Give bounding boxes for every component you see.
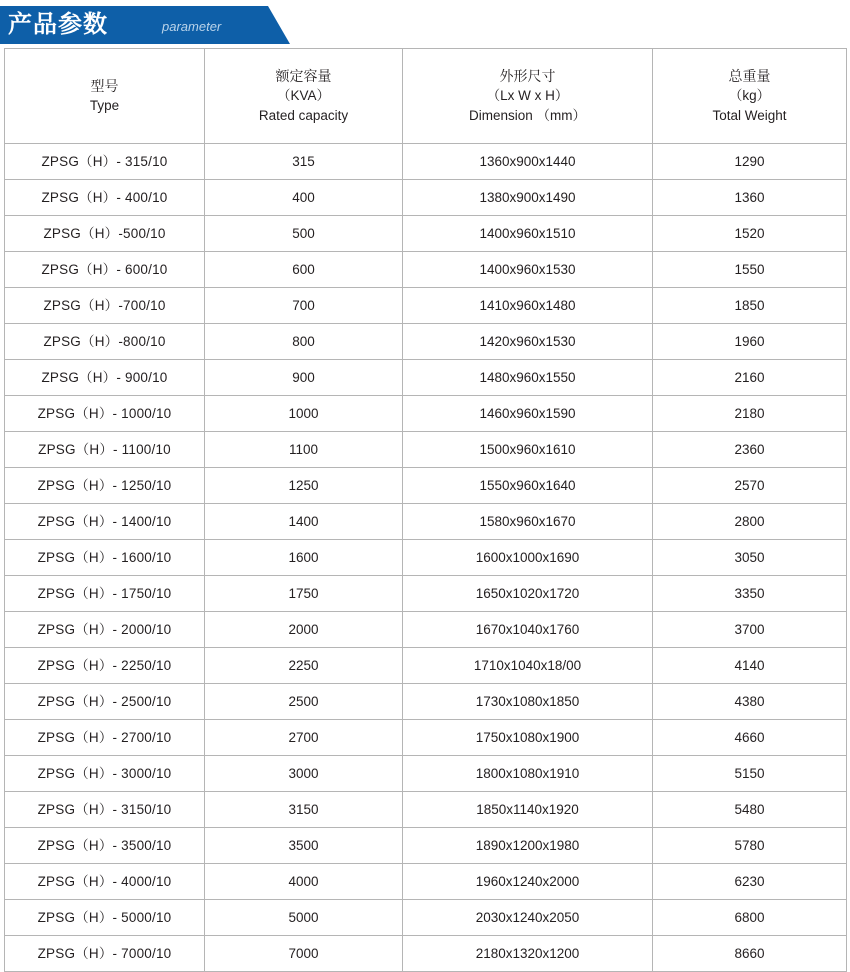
cell-weight: 8660 bbox=[653, 936, 847, 972]
cell-weight: 6230 bbox=[653, 864, 847, 900]
table-row bbox=[5, 144, 847, 180]
cell-weight: 5780 bbox=[653, 828, 847, 864]
cell-weight: 1850 bbox=[653, 288, 847, 324]
cell-dimension: 1650x1020x1720 bbox=[403, 576, 653, 612]
cell-dimension: 1360x900x1440 bbox=[403, 144, 653, 180]
cell-capacity: 2250 bbox=[205, 648, 403, 684]
cell-weight: 6800 bbox=[653, 900, 847, 936]
table-row bbox=[5, 900, 847, 936]
cell-dimension: 1480x960x1550 bbox=[403, 360, 653, 396]
page-title: 产品参数 bbox=[8, 11, 108, 38]
cell-weight: 3700 bbox=[653, 612, 847, 648]
column-header-dimension-line3: Dimension （mm） bbox=[468, 108, 587, 123]
table-row bbox=[5, 504, 847, 540]
cell-capacity: 2000 bbox=[205, 612, 403, 648]
cell-capacity: 3500 bbox=[205, 828, 403, 864]
cell-type: ZPSG（H）- 600/10 bbox=[5, 252, 205, 288]
cell-dimension: 1890x1200x1980 bbox=[403, 828, 653, 864]
cell-type: ZPSG（H）- 400/10 bbox=[5, 180, 205, 216]
cell-dimension: 1410x960x1480 bbox=[403, 288, 653, 324]
cell-capacity: 2500 bbox=[205, 684, 403, 720]
cell-weight: 4140 bbox=[653, 648, 847, 684]
cell-type: ZPSG（H）- 2250/10 bbox=[5, 648, 205, 684]
table-row bbox=[5, 468, 847, 504]
cell-capacity: 315 bbox=[205, 144, 403, 180]
table-row bbox=[5, 828, 847, 864]
cell-type: ZPSG（H）- 1400/10 bbox=[5, 504, 205, 540]
table-row bbox=[5, 432, 847, 468]
column-header-dimension-line1: 外形尺寸 bbox=[499, 68, 556, 84]
spec-table-wrapper bbox=[0, 48, 850, 972]
cell-dimension: 1380x900x1490 bbox=[403, 180, 653, 216]
table-row bbox=[5, 792, 847, 828]
cell-capacity: 500 bbox=[205, 216, 403, 252]
cell-dimension: 2180x1320x1200 bbox=[403, 936, 653, 972]
cell-capacity: 7000 bbox=[205, 936, 403, 972]
cell-capacity: 1750 bbox=[205, 576, 403, 612]
cell-type: ZPSG（H）- 3150/10 bbox=[5, 792, 205, 828]
cell-dimension: 1580x960x1670 bbox=[403, 504, 653, 540]
cell-capacity: 1250 bbox=[205, 468, 403, 504]
cell-weight: 2180 bbox=[653, 396, 847, 432]
cell-dimension: 1400x960x1530 bbox=[403, 252, 653, 288]
column-header-type bbox=[5, 49, 205, 144]
cell-type: ZPSG（H）-700/10 bbox=[5, 288, 205, 324]
cell-weight: 1960 bbox=[653, 324, 847, 360]
cell-capacity: 1400 bbox=[205, 504, 403, 540]
cell-type: ZPSG（H）- 7000/10 bbox=[5, 936, 205, 972]
table-row bbox=[5, 756, 847, 792]
cell-dimension: 1800x1080x1910 bbox=[403, 756, 653, 792]
column-header-type-line1: 型号 bbox=[90, 78, 119, 94]
cell-capacity: 700 bbox=[205, 288, 403, 324]
cell-type: ZPSG（H）- 5000/10 bbox=[5, 900, 205, 936]
cell-capacity: 1600 bbox=[205, 540, 403, 576]
column-header-dimension bbox=[403, 49, 653, 144]
cell-capacity: 2700 bbox=[205, 720, 403, 756]
table-row bbox=[5, 936, 847, 972]
cell-type: ZPSG（H）- 1600/10 bbox=[5, 540, 205, 576]
cell-capacity: 400 bbox=[205, 180, 403, 216]
cell-dimension: 1670x1040x1760 bbox=[403, 612, 653, 648]
cell-weight: 1360 bbox=[653, 180, 847, 216]
cell-weight: 3050 bbox=[653, 540, 847, 576]
column-header-capacity-line2: （KVA） bbox=[276, 88, 330, 103]
column-header-weight-line1: 总重量 bbox=[728, 68, 771, 84]
table-row bbox=[5, 288, 847, 324]
table-row bbox=[5, 216, 847, 252]
cell-dimension: 1400x960x1510 bbox=[403, 216, 653, 252]
cell-type: ZPSG（H）- 315/10 bbox=[5, 144, 205, 180]
cell-weight: 4660 bbox=[653, 720, 847, 756]
column-header-capacity-line3: Rated capacity bbox=[258, 108, 349, 123]
cell-capacity: 3150 bbox=[205, 792, 403, 828]
cell-weight: 2570 bbox=[653, 468, 847, 504]
column-header-weight bbox=[653, 49, 847, 144]
table-header-row bbox=[5, 49, 847, 144]
cell-type: ZPSG（H）- 2000/10 bbox=[5, 612, 205, 648]
table-row bbox=[5, 720, 847, 756]
cell-dimension: 1750x1080x1900 bbox=[403, 720, 653, 756]
page-subtitle: parameter bbox=[162, 19, 222, 34]
cell-weight: 2160 bbox=[653, 360, 847, 396]
table-row bbox=[5, 648, 847, 684]
cell-type: ZPSG（H）- 3500/10 bbox=[5, 828, 205, 864]
cell-weight: 1520 bbox=[653, 216, 847, 252]
cell-weight: 5150 bbox=[653, 756, 847, 792]
cell-type: ZPSG（H）- 4000/10 bbox=[5, 864, 205, 900]
table-row bbox=[5, 540, 847, 576]
cell-dimension: 2030x1240x2050 bbox=[403, 900, 653, 936]
cell-weight: 5480 bbox=[653, 792, 847, 828]
cell-type: ZPSG（H）- 3000/10 bbox=[5, 756, 205, 792]
cell-dimension: 1960x1240x2000 bbox=[403, 864, 653, 900]
section-banner bbox=[0, 0, 850, 48]
column-header-capacity-line1: 额定容量 bbox=[275, 68, 332, 84]
cell-weight: 4380 bbox=[653, 684, 847, 720]
cell-type: ZPSG（H）- 1000/10 bbox=[5, 396, 205, 432]
cell-type: ZPSG（H）- 1100/10 bbox=[5, 432, 205, 468]
table-body bbox=[5, 144, 847, 972]
cell-capacity: 1000 bbox=[205, 396, 403, 432]
column-header-type-line2: Type bbox=[89, 98, 120, 113]
table-row bbox=[5, 396, 847, 432]
cell-capacity: 5000 bbox=[205, 900, 403, 936]
cell-weight: 2800 bbox=[653, 504, 847, 540]
cell-capacity: 4000 bbox=[205, 864, 403, 900]
column-header-weight-line2: （kg） bbox=[728, 88, 771, 103]
table-row bbox=[5, 360, 847, 396]
cell-weight: 2360 bbox=[653, 432, 847, 468]
table-row bbox=[5, 612, 847, 648]
cell-type: ZPSG（H）- 1250/10 bbox=[5, 468, 205, 504]
cell-weight: 1290 bbox=[653, 144, 847, 180]
cell-weight: 3350 bbox=[653, 576, 847, 612]
column-header-weight-line3: Total Weight bbox=[712, 108, 787, 123]
specification-table bbox=[4, 48, 847, 972]
cell-type: ZPSG（H）- 2500/10 bbox=[5, 684, 205, 720]
cell-dimension: 1730x1080x1850 bbox=[403, 684, 653, 720]
cell-dimension: 1710x1040x18/00 bbox=[403, 648, 653, 684]
cell-dimension: 1600x1000x1690 bbox=[403, 540, 653, 576]
table-row bbox=[5, 864, 847, 900]
cell-type: ZPSG（H）-800/10 bbox=[5, 324, 205, 360]
cell-capacity: 900 bbox=[205, 360, 403, 396]
cell-capacity: 3000 bbox=[205, 756, 403, 792]
table-row bbox=[5, 180, 847, 216]
cell-type: ZPSG（H）- 1750/10 bbox=[5, 576, 205, 612]
cell-dimension: 1550x960x1640 bbox=[403, 468, 653, 504]
cell-dimension: 1850x1140x1920 bbox=[403, 792, 653, 828]
column-header-capacity bbox=[205, 49, 403, 144]
cell-capacity: 600 bbox=[205, 252, 403, 288]
table-row bbox=[5, 252, 847, 288]
cell-type: ZPSG（H）-500/10 bbox=[5, 216, 205, 252]
cell-dimension: 1500x960x1610 bbox=[403, 432, 653, 468]
cell-type: ZPSG（H）- 2700/10 bbox=[5, 720, 205, 756]
table-row bbox=[5, 684, 847, 720]
table-header bbox=[5, 49, 847, 144]
cell-dimension: 1460x960x1590 bbox=[403, 396, 653, 432]
column-header-dimension-line2: （Lx W x H） bbox=[486, 88, 569, 103]
cell-weight: 1550 bbox=[653, 252, 847, 288]
cell-capacity: 800 bbox=[205, 324, 403, 360]
table-row bbox=[5, 324, 847, 360]
table-row bbox=[5, 576, 847, 612]
cell-dimension: 1420x960x1530 bbox=[403, 324, 653, 360]
cell-type: ZPSG（H）- 900/10 bbox=[5, 360, 205, 396]
cell-capacity: 1100 bbox=[205, 432, 403, 468]
